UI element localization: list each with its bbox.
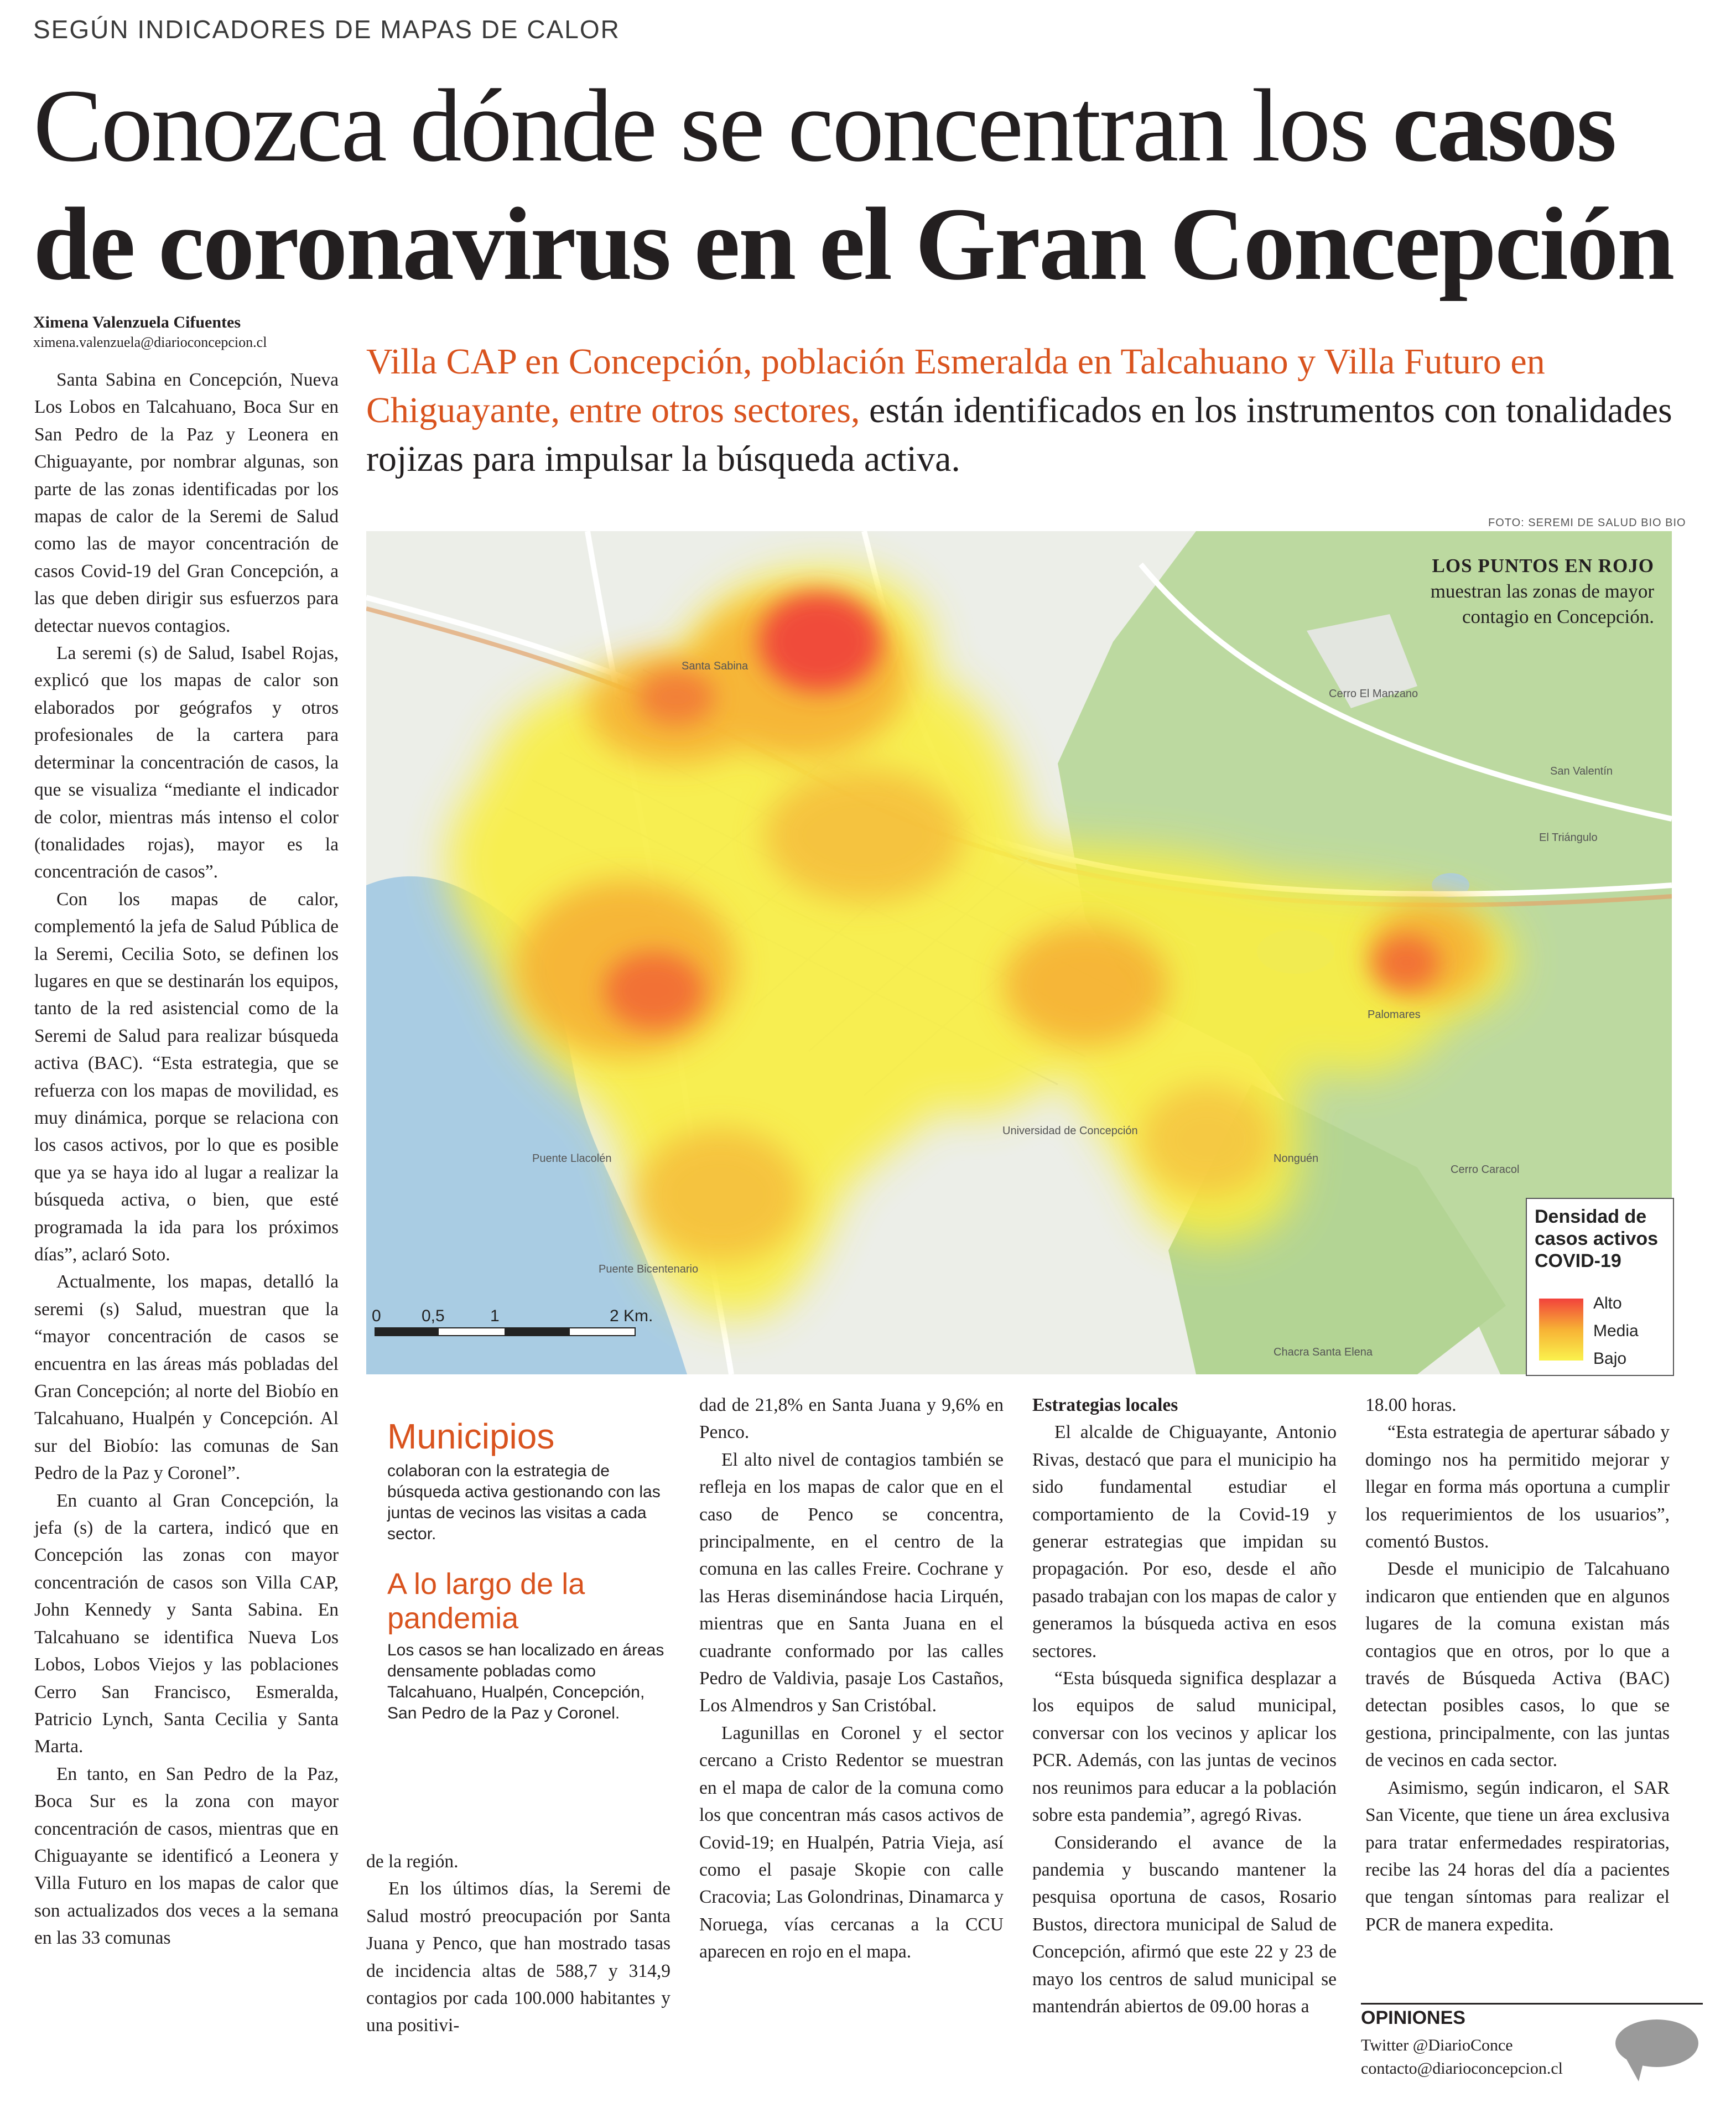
opiniones-contact[interactable]: contacto@diarioconcepcion.cl <box>1361 2059 1563 2078</box>
author-email[interactable]: ximena.valenzuela@diarioconcepcion.cl <box>33 334 267 350</box>
opiniones-title: OPINIONES <box>1361 2007 1465 2028</box>
col5-paragraph-2: “Esta estrategia de aperturar sábado y domingo nos ha permitido mejorar y llegar en forma más oportuna a cumplir los requerimientos de los usuarios”, comentó Bustos. <box>1365 1422 1670 1553</box>
opiniones-rule <box>1361 2003 1703 2005</box>
label-chacra: Chacra Santa Elena <box>1274 1346 1373 1358</box>
opiniones-twitter[interactable]: Twitter @DiarioConce <box>1361 2036 1513 2054</box>
deck-rest: están identificados en los instrumentos con tonalidades rojizas para impulsar la búsqueda activa. <box>366 390 1672 479</box>
label-san-valentin: San Valentín <box>1550 765 1613 777</box>
col4-paragraph-2: “Esta búsqueda significa desplazar a los equipos de salud municipal, conversar con los vecinos y aplicar los PCR. Además, con las juntas de vecinos nos reunimos para educar a la población sobre esta pandemia”, agregó Rivas. <box>1032 1668 1337 1826</box>
label-cerro-manzano: Cerro El Manzano <box>1329 688 1418 700</box>
col3-paragraph-2: El alto nivel de contagios también se refleja en los mapas de calor que en el caso de Penco se concentra, principalmente, en el centro de la comuna en las calles Freire. Cochrane y las Heras diseminándose hacia Lirquén, mientras que en Santa Juana en el cuadrante conformado por las calles Pedro de Valdivia, pasaje Los Castaños, Los Almendros y San Cristóbal. <box>699 1449 1004 1716</box>
scale-0: 0 <box>372 1307 381 1325</box>
col4-paragraph-3: Considerando el avance de la pandemia y buscando mantener la pesquisa oportuna de casos, Rosario Bustos, directora municipal de Salud de Concepción, afirmó que este 22 y 23 de mayo los centros de salud municipal se mantendrán abiertos de 09.00 horas a <box>1032 1832 1337 2017</box>
kicker: SEGÚN INDICADORES DE MAPAS DE CALOR <box>33 15 620 44</box>
col2-paragraph-1: de la región. <box>366 1851 459 1872</box>
legend-title: Densidad de casos activos COVID-19 <box>1535 1206 1659 1271</box>
label-cerro-caracol: Cerro Caracol <box>1451 1164 1520 1176</box>
heat-high-spot-1 <box>759 592 881 692</box>
map-legend <box>1526 1198 1674 1376</box>
column-2 <box>366 1848 671 2039</box>
photo-credit: FOTO: SEREMI DE SALUD BIO BIO <box>1488 517 1686 529</box>
col3-paragraph-1: dad de 21,8% en Santa Juana y 9,6% en Penco. <box>699 1395 1004 1443</box>
col4-paragraph-1: El alcalde de Chiguayante, Antonio Rivas, destacó que para el municipio ha sido fundamental estudiar el comportamiento de la Covid-19 y generar estrategias que impidan su propagación. Por eso, desde el año pasado trabajan con los mapas de calor y generamos la búsqueda activa en esos sectores. <box>1032 1422 1337 1662</box>
scale-1: 1 <box>490 1307 500 1325</box>
column-5 <box>1365 1392 1670 1938</box>
sidebar-title-municipios: Municipios <box>387 1416 555 1456</box>
label-palomares: Palomares <box>1368 1009 1421 1021</box>
scale-05: 0,5 <box>422 1307 445 1325</box>
sidebar-text-municipios: colaboran con la estrategia de búsqueda activa gestionando con las juntas de vecinos las visitas a cada sector. <box>387 1462 661 1543</box>
label-puente-bicentenario: Puente Bicentenario <box>599 1263 699 1275</box>
label-universidad: Universidad de Concepción <box>1002 1125 1138 1137</box>
column-1 <box>34 366 339 1952</box>
scale-2km: 2 Km. <box>610 1307 653 1325</box>
legend-color-bar <box>1539 1299 1583 1361</box>
col4-subhead: Estrategias locales <box>1032 1395 1178 1415</box>
col1-paragraph-4: Actualmente, los mapas, detalló la seremi (s) Salud, muestran que la “mayor concentración de casos se encuentra en las áreas más pobladas del Gran Concepción; al norte del Biobío en Talcahuano, Hualpén y Concepción. Al sur del Biobío: las comunas de San Pedro de la Paz y Coronel”. <box>34 1271 339 1484</box>
headline <box>33 66 1715 303</box>
heat-high-spot-4 <box>637 669 715 725</box>
caption-rest: muestran las zonas de mayor contagio en Concepción. <box>1430 580 1654 627</box>
heat-high-spot-2 <box>604 952 704 1029</box>
headline-line1-bold: casos <box>1392 68 1615 183</box>
heat-map-svg <box>366 531 1672 1374</box>
col1-paragraph-1: Santa Sabina en Concepción, Nueva Los Lobos en Talcahuano, Boca Sur en San Pedro de la Paz y Leonera en Chiguayante, por nombrar algunas, son parte de las zonas identificadas por los mapas de calor de la Seremi de Salud como las de mayor concentración de casos Covid-19 del Gran Concepción, a las que deben dirigir sus esfuerzos para detectar nuevos contagios. <box>34 370 339 636</box>
col1-paragraph-2: La seremi (s) de Salud, Isabel Rojas, explicó que los mapas de calor son elaborados por geógrafos y otros profesionales de la cartera para determinar la concentración de casos, la que se visualiza “mediante el indicador de color, mientras más intenso el color (tonalidades rojas), mayor es la concentración de casos”. <box>34 643 339 882</box>
column-3 <box>699 1392 1004 1966</box>
label-el-triangulo: El Triángulo <box>1539 832 1598 844</box>
legend-high: Alto <box>1593 1294 1622 1312</box>
heat-map <box>366 531 1672 1374</box>
scale-seg-2 <box>505 1328 570 1336</box>
legend-low: Bajo <box>1593 1349 1627 1368</box>
author-name: Ximena Valenzuela Cifuentes <box>33 313 241 331</box>
sidebar-text-pandemia: Los casos se han localizado en áreas densamente pobladas como Talcahuano, Hualpén, Concepción, San Pedro de la Paz y Coronel. <box>387 1641 664 1722</box>
col5-paragraph-3: Desde el municipio de Talcahuano indicaron que entienden que en algunos lugares de la comuna existan más contagios que en otros, por lo que a través de Búsqueda Activa (BAC) detectan posibles casos, lo que se gestiona, principalmente, con las juntas de vecinos en cada sector. <box>1365 1559 1670 1771</box>
heat-mid-downtown <box>1002 924 1168 1046</box>
sidebar-box <box>387 1416 675 1724</box>
col5-paragraph-4: Asimismo, según indicaron, el SAR San Vicente, que tiene un área exclusiva para tratar enfermedades respiratorias, recibe las 24 horas del día a pacientes que tengan síntomas para realizar el PCR de manera expedita. <box>1365 1777 1670 1935</box>
col3-paragraph-3: Lagunillas en Coronel y el sector cercano a Cristo Redentor se muestran en el mapa de calor de la comuna como los que concentran más casos activos de Covid-19; en Hualpén, Patria Vieja, así como el pasaje Skopie con calle Cracovia; Las Golondrinas, Dinamarca y Noruega, vías cercanas a la CCU aparecen en rojo en el mapa. <box>699 1722 1004 1962</box>
heat-mid-east <box>765 769 964 902</box>
col2-paragraph-2: En los últimos días, la Seremi de Salud mostró preocupación por Santa Juana y Penco, que han mostrado tasas de incidencia altas de 588,7 y 314,9 contagios por cada 100.000 habitantes y una positivi- <box>366 1878 671 2036</box>
col1-paragraph-3: Con los mapas de calor, complementó la jefa de Salud Pública de la Seremi, Cecilia Soto, se definen los lugares en que se destinarán los equipos, tanto de la red asistencial como de la Seremi de Salud para realizar búsqueda activa (BAC). “Esta estrategia, que se refuerza con los mapas de movilidad, es muy dinámica, porque se relaciona con los casos activos, por lo que es posible que ya se haya ido al lugar a realizar la búsqueda activa, o bien, que esté programada la ida para los próximos días”, aclaró Soto. <box>34 889 339 1265</box>
label-nonguen: Nonguén <box>1274 1152 1319 1165</box>
scale-seg-1 <box>375 1328 439 1336</box>
speech-bubble-tail <box>1626 2059 1644 2081</box>
col1-paragraph-6: En tanto, en San Pedro de la Paz, Boca Sur es la zona con mayor concentración de casos, mientras que en Chiguayante se identificó a Leonera y Villa Futuro en los mapas de calor que son actualizados dos veces a la semana en las 33 comunas <box>34 1763 339 1949</box>
col1-paragraph-5: En cuanto al Gran Concepción, la jefa (s) de la cartera, indicó que en Concepción las zonas con mayor concentración de casos son Villa CAP, John Kennedy y Santa Sabina. En Talcahuano se identifica Nueva Los Lobos, Lobos Viejos y las poblaciones Cerro San Francisco, Esmeralda, Patricio Lynch, Santa Cecilia y Santa Marta. <box>34 1490 339 1757</box>
col5-paragraph-1: 18.00 horas. <box>1365 1395 1457 1415</box>
heat-mid-south <box>637 1129 803 1261</box>
label-puente-llacolen: Puente Llacolén <box>532 1152 612 1165</box>
legend-mid: Media <box>1593 1322 1639 1340</box>
headline-line2: de coronavirus en el Gran Concepción <box>33 186 1673 302</box>
label-santa-sabina: Santa Sabina <box>682 660 749 672</box>
headline-line1-regular: Conozca dónde se concentran los <box>33 68 1392 183</box>
map-caption <box>1383 553 1654 630</box>
deck-lead: Villa CAP en Concepción, población Esmeralda en Talcahuano y Villa Futuro en Chiguayante, entre otros sectores, <box>366 341 1545 430</box>
sidebar-title-pandemia: A lo largo de la pandemia <box>387 1567 585 1635</box>
deck <box>366 338 1711 484</box>
caption-bold: LOS PUNTOS EN ROJO <box>1432 555 1654 577</box>
heat-mid-nonguen <box>1141 1084 1274 1195</box>
heat-high-spot-3 <box>1373 935 1439 990</box>
column-4 <box>1032 1392 1337 2020</box>
